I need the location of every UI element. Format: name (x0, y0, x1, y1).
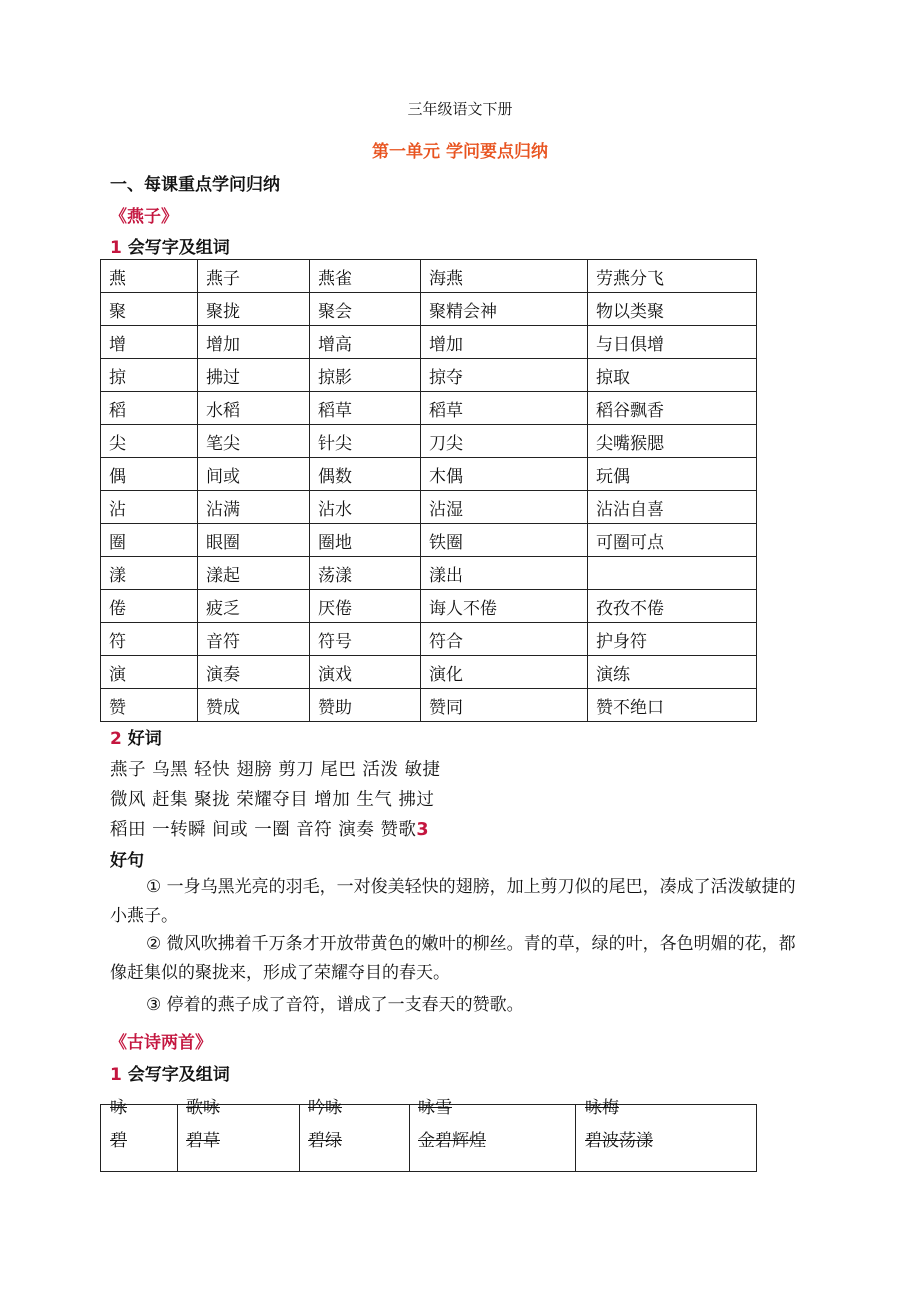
word-cell: 增加 (198, 326, 310, 359)
word-cell: 增高 (310, 326, 421, 359)
word-cell: 赞同 (421, 689, 588, 722)
word-cell: 刀尖 (421, 425, 588, 458)
good-sentence: ③ 停着的燕子成了音符，谱成了一支春天的赞歌。 (146, 995, 524, 1015)
word-cell: 间或 (198, 458, 310, 491)
word-cell: 赞不绝口 (588, 689, 757, 722)
word-cell: 孜孜不倦 (588, 590, 757, 623)
word-cell: 水稻 (198, 392, 310, 425)
column-divider (575, 1105, 576, 1171)
lesson-title-gushi: 《古诗两首》 (110, 1033, 212, 1053)
word-cell: 符合 (421, 623, 588, 656)
word-cell: 沾湿 (421, 491, 588, 524)
table-row (101, 689, 757, 722)
table-row (101, 491, 757, 524)
character-cell: 符 (101, 623, 198, 656)
word-cell: 厌倦 (310, 590, 421, 623)
word-cell: 聚会 (310, 293, 421, 326)
word-cell: 诲人不倦 (421, 590, 588, 623)
table-row (101, 623, 757, 656)
word-cell (588, 557, 757, 590)
character-cell: 漾 (101, 557, 198, 590)
word-cell: 金碧辉煌 (418, 1131, 486, 1151)
lesson-title-yanzi: 《燕子》 (110, 207, 178, 227)
good-words-line: 微风 赶集 聚拢 荣耀夺目 增加 生气 拂过 (110, 790, 435, 810)
heading-number: 1 (110, 1065, 122, 1085)
word-cell: 吟咏 (308, 1098, 342, 1118)
good-sentences-heading: 好句 (110, 851, 144, 871)
word-cell: 音符 (198, 623, 310, 656)
word-cell: 木偶 (421, 458, 588, 491)
table-row (101, 458, 757, 491)
word-cell: 咏梅 (585, 1098, 619, 1118)
word-cell: 与日俱增 (588, 326, 757, 359)
column-divider (409, 1105, 410, 1171)
word-cell: 演奏 (198, 656, 310, 689)
good-words-line (110, 816, 429, 841)
column-divider (299, 1105, 300, 1171)
word-cell: 沾沾自喜 (588, 491, 757, 524)
character-cell: 圈 (101, 524, 198, 557)
heading-text: 会写字及组词 (121, 238, 230, 258)
word-cell: 稻谷飘香 (588, 392, 757, 425)
word-cell: 赞助 (310, 689, 421, 722)
character-cell: 碧 (110, 1131, 127, 1151)
word-cell: 演化 (421, 656, 588, 689)
table-row (101, 590, 757, 623)
word-cell: 赞成 (198, 689, 310, 722)
character-cell: 倦 (101, 590, 198, 623)
character-cell: 掠 (101, 359, 198, 392)
heading-text: 会写字及组词 (121, 1065, 230, 1085)
heading-number: 2 (110, 729, 122, 749)
word-cell: 咏雪 (418, 1098, 452, 1118)
word-cell: 沾满 (198, 491, 310, 524)
word-cell: 护身符 (588, 623, 757, 656)
word-cell: 劳燕分飞 (588, 260, 757, 293)
table-row (101, 293, 757, 326)
word-cell: 聚拢 (198, 293, 310, 326)
character-cell: 偶 (101, 458, 198, 491)
character-cell: 演 (101, 656, 198, 689)
write-words-heading (110, 233, 230, 258)
word-cell: 笔尖 (198, 425, 310, 458)
table-row (101, 656, 757, 689)
word-cell: 符号 (310, 623, 421, 656)
word-cell: 玩偶 (588, 458, 757, 491)
table-row (101, 392, 757, 425)
good-words-heading (110, 724, 162, 749)
character-cell: 沾 (101, 491, 198, 524)
column-divider (177, 1105, 178, 1171)
word-cell: 稻草 (421, 392, 588, 425)
word-cell: 疲乏 (198, 590, 310, 623)
table-row (101, 425, 757, 458)
table-row (101, 326, 757, 359)
table-row (101, 524, 757, 557)
character-cell: 赞 (101, 689, 198, 722)
word-cell: 碧草 (186, 1131, 220, 1151)
character-cell: 稻 (101, 392, 198, 425)
table-row (101, 260, 757, 293)
word-cell: 针尖 (310, 425, 421, 458)
word-cell: 海燕 (421, 260, 588, 293)
word-cell: 拂过 (198, 359, 310, 392)
word-cell: 偶数 (310, 458, 421, 491)
character-cell: 燕 (101, 260, 198, 293)
table-row (101, 359, 757, 392)
word-cell: 聚精会神 (421, 293, 588, 326)
word-cell: 燕子 (198, 260, 310, 293)
word-cell: 漾出 (421, 557, 588, 590)
write-words-heading (110, 1060, 230, 1085)
word-cell: 可圈可点 (588, 524, 757, 557)
character-cell: 咏 (110, 1098, 127, 1118)
word-cell: 碧绿 (308, 1131, 342, 1151)
character-cell: 尖 (101, 425, 198, 458)
word-cell: 演戏 (310, 656, 421, 689)
word-cell: 物以类聚 (588, 293, 757, 326)
vocab-table-yanzi (100, 259, 757, 722)
word-cell: 演练 (588, 656, 757, 689)
good-sentence: ② 微风吹拂着千万条才开放带黄色的嫩叶的柳丝。青的草，绿的叶，各色明媚的花，都像赶集似的聚拢来，形成了荣耀夺目的春天。 (110, 934, 796, 983)
word-cell: 稻草 (310, 392, 421, 425)
table-row (101, 557, 757, 590)
word-cell: 漾起 (198, 557, 310, 590)
good-words-line: 燕子 乌黑 轻快 翅膀 剪刀 尾巴 活泼 敏捷 (110, 760, 441, 780)
good-words-text: 稻田 一转瞬 间或 一圈 音符 演奏 赞歌 (110, 820, 417, 840)
page-marker: 3 (416, 820, 430, 840)
word-cell: 掠取 (588, 359, 757, 392)
character-cell: 聚 (101, 293, 198, 326)
word-cell: 掠影 (310, 359, 421, 392)
word-cell: 荡漾 (310, 557, 421, 590)
word-cell: 歌咏 (186, 1098, 220, 1118)
heading-text: 好词 (121, 729, 162, 749)
section-title: 一、每课重点学问归纳 (110, 175, 280, 195)
word-cell: 尖嘴猴腮 (588, 425, 757, 458)
word-cell: 圈地 (310, 524, 421, 557)
word-cell: 掠夺 (421, 359, 588, 392)
character-cell: 增 (101, 326, 198, 359)
word-cell: 沾水 (310, 491, 421, 524)
unit-title: 第一单元 学问要点归纳 (372, 142, 548, 162)
heading-number: 1 (110, 238, 122, 258)
document-title: 三年级语文下册 (407, 100, 513, 118)
good-sentence: ① 一身乌黑光亮的羽毛，一对俊美轻快的翅膀，加上剪刀似的尾巴，凑成了活泼敏捷的小燕子。 (110, 877, 796, 926)
word-cell: 碧波荡漾 (585, 1131, 653, 1151)
word-cell: 铁圈 (421, 524, 588, 557)
word-cell: 增加 (421, 326, 588, 359)
word-cell: 眼圈 (198, 524, 310, 557)
word-cell: 燕雀 (310, 260, 421, 293)
